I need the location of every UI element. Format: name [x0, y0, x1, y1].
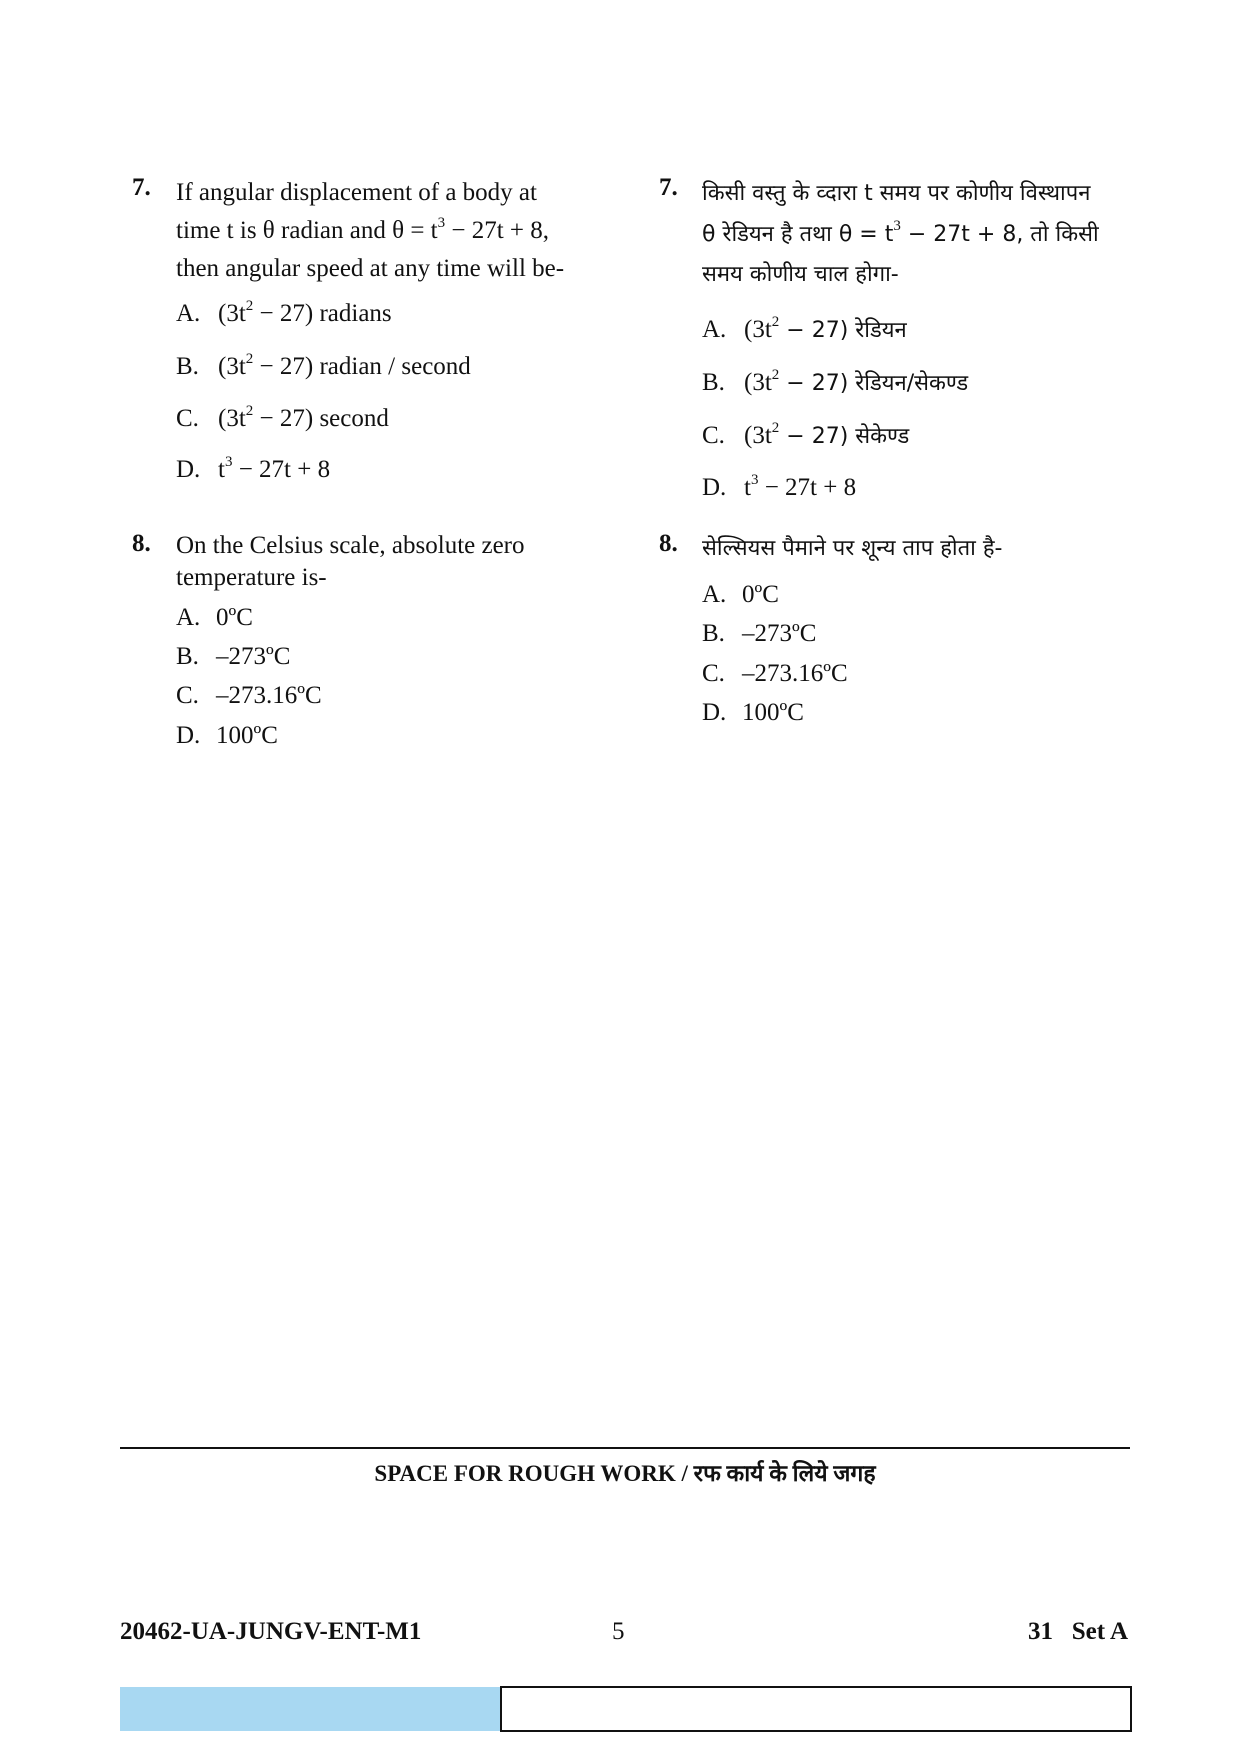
question-7-line-2-a: time t is θ radian and θ = t [176, 217, 438, 244]
option-exponent: 2 [245, 298, 254, 314]
option-text-post: − 27t + 8 [232, 456, 331, 483]
option-text-post: − 27) second [253, 405, 389, 432]
option-exponent: 2 [245, 403, 254, 419]
question-7-option-c[interactable] [176, 405, 389, 433]
option-text-pre: t [218, 456, 225, 483]
blank-box [500, 1686, 1132, 1732]
hindi-question-7-text [702, 174, 1142, 295]
hindi-question-7-option-d[interactable] [702, 474, 856, 502]
question-8-line-2: temperature is- [176, 564, 327, 591]
page-number: 5 [612, 1618, 625, 1645]
option-text-pre: (3t [218, 353, 246, 380]
hindi-question-8-option-a[interactable] [702, 581, 779, 609]
question-7-line-1: If angular displacement of a body at [176, 179, 537, 206]
option-text-post: − 27) सेकेण्ड [779, 424, 910, 449]
color-bar [120, 1687, 500, 1731]
hindi-question-7-line-3: समय कोणीय चाल होगा- [702, 262, 899, 287]
option-text: –273ºC [216, 643, 291, 670]
hindi-question-7-option-a[interactable] [702, 314, 907, 344]
option-label: A. [176, 300, 201, 327]
rough-work-label: SPACE FOR ROUGH WORK / रफ कार्य के लिये जगह [374, 1461, 876, 1486]
question-8-line-1: On the Celsius scale, absolute zero [176, 532, 525, 559]
option-exponent: 3 [750, 472, 759, 488]
option-label: D. [702, 474, 727, 501]
hindi-question-7-line-1: किसी वस्तु के व्दारा t समय पर कोणीय विस्थापन [702, 181, 1091, 206]
option-text-post: − 27) radian / second [253, 353, 471, 380]
option-text: –273.16ºC [742, 660, 848, 687]
option-label: B. [702, 369, 725, 396]
option-text: 100ºC [742, 699, 804, 726]
option-text-pre: (3t [744, 369, 772, 396]
question-8-option-a[interactable] [176, 604, 253, 632]
question-8-option-b[interactable] [176, 643, 290, 671]
question-7-line-2 [176, 212, 616, 250]
hindi-question-7-option-c[interactable] [702, 420, 909, 450]
option-label: A. [702, 316, 727, 343]
question-7-text [176, 174, 616, 288]
option-exponent: 2 [771, 367, 780, 383]
option-label: C. [702, 660, 725, 687]
option-text-pre: (3t [744, 422, 772, 449]
question-7-line-2-b: − 27t + 8, [445, 217, 550, 244]
option-text: 0ºC [742, 581, 779, 608]
option-label: B. [702, 620, 725, 647]
hindi-question-8-option-b[interactable] [702, 620, 816, 648]
hindi-question-8-option-c[interactable] [702, 660, 848, 688]
set-label: 31 Set A [1028, 1618, 1128, 1645]
option-text-post: − 27) radians [253, 300, 392, 327]
option-text-post: − 27t + 8 [758, 474, 857, 501]
option-label: A. [176, 604, 201, 631]
option-exponent: 2 [245, 351, 254, 367]
question-8-number: 8. [132, 530, 151, 557]
option-text: –273ºC [742, 620, 817, 647]
option-text-pre: t [744, 474, 751, 501]
question-8-text [176, 530, 616, 594]
option-label: D. [702, 699, 727, 726]
hindi-question-7-exponent: 3 [893, 218, 901, 234]
option-text-pre: (3t [218, 405, 246, 432]
option-exponent: 2 [771, 314, 780, 330]
option-text: –273.16ºC [216, 682, 322, 709]
option-label: C. [702, 422, 725, 449]
question-7-option-a[interactable] [176, 300, 392, 328]
option-exponent: 2 [771, 420, 780, 436]
option-exponent: 3 [224, 454, 233, 470]
hindi-question-8-line-1: सेल्सियस पैमाने पर शून्य ताप होता है- [702, 536, 1003, 561]
option-text: 0ºC [216, 604, 253, 631]
hindi-question-7-line-2-a: θ रेडियन है तथा θ = t [702, 222, 894, 247]
question-7-number: 7. [132, 174, 151, 201]
option-label: C. [176, 405, 199, 432]
option-label: D. [176, 722, 201, 749]
option-label: D. [176, 456, 201, 483]
hindi-question-7-number: 7. [659, 174, 678, 201]
option-label: A. [702, 581, 727, 608]
hindi-question-7-line-2-b: − 27t + 8, तो किसी [900, 222, 1099, 247]
option-label: C. [176, 682, 199, 709]
option-text: 100ºC [216, 722, 278, 749]
question-7-line-3: then angular speed at any time will be- [176, 255, 565, 282]
hindi-question-8-option-d[interactable] [702, 699, 804, 727]
question-8-option-d[interactable] [176, 722, 278, 750]
question-7-option-b[interactable] [176, 353, 471, 381]
paper-code: 20462-UA-JUNGV-ENT-M1 [120, 1618, 422, 1645]
rough-work-divider [120, 1447, 1130, 1449]
question-8-option-c[interactable] [176, 682, 322, 710]
hindi-question-7-option-b[interactable] [702, 367, 968, 397]
option-label: B. [176, 643, 199, 670]
question-7-option-d[interactable] [176, 456, 330, 484]
hindi-question-7-line-2 [702, 214, 1142, 255]
option-text-post: − 27) रेडियन/सेकण्ड [779, 371, 969, 396]
option-text-pre: (3t [218, 300, 246, 327]
option-text-post: − 27) रेडियन [779, 318, 907, 343]
hindi-question-8-number: 8. [659, 530, 678, 557]
question-7-exponent: 3 [437, 215, 446, 231]
option-text-pre: (3t [744, 316, 772, 343]
option-label: B. [176, 353, 199, 380]
